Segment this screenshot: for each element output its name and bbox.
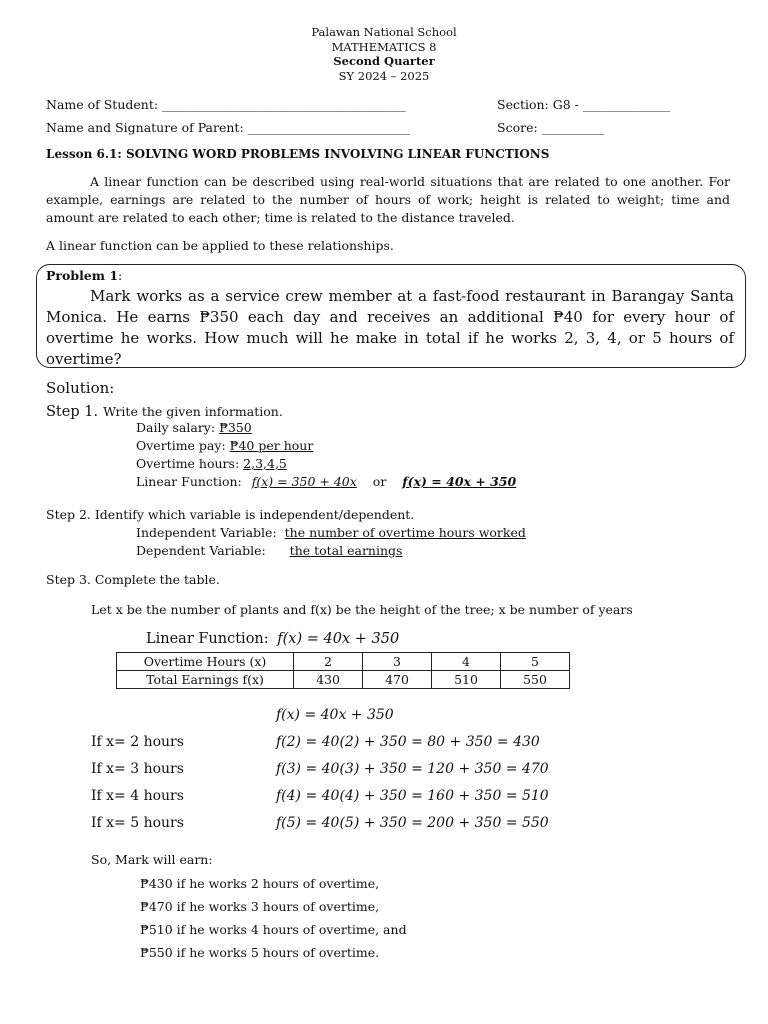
- dependent-variable-label: Dependent Variable:: [136, 543, 266, 558]
- equation-condition: If x= 3 hours: [91, 761, 184, 777]
- equation-row: f(4) = 40(4) + 350 = 160 + 350 = 510: [276, 788, 549, 804]
- conclusion-line: ₱510 if he works 4 hours of overtime, and: [140, 922, 407, 937]
- student-name-label: Name of Student:: [46, 97, 159, 112]
- earnings-table: [116, 652, 570, 689]
- student-name-field[interactable]: [46, 97, 406, 112]
- overtime-hours-label: Overtime hours:: [136, 456, 240, 471]
- or-text: or: [372, 474, 387, 489]
- parent-signature-field[interactable]: [46, 120, 410, 135]
- step1-heading: [46, 401, 283, 420]
- table-function-value: f(x) = 40x + 350: [277, 631, 400, 647]
- intro-paragraph-2: A linear function can be applied to these relationships.: [46, 238, 394, 253]
- equation-main: f(x) = 40x + 350: [276, 707, 394, 723]
- daily-salary-line: [136, 420, 252, 435]
- problem-label: Problem 1: [46, 268, 119, 283]
- step1-text: Write the given information.: [103, 404, 283, 419]
- step1-label: Step 1.: [46, 404, 99, 420]
- equation-row: f(5) = 40(5) + 350 = 200 + 350 = 550: [276, 815, 549, 831]
- linear-function-value-2: f(x) = 40x + 350: [402, 474, 517, 489]
- quarter-title: Second Quarter: [333, 54, 435, 68]
- school-name: Palawan National School: [311, 25, 457, 39]
- student-name-blank: _______________________________________: [162, 97, 406, 112]
- dependent-variable-value: the total earnings: [289, 543, 403, 558]
- table-cell: 2: [294, 653, 363, 671]
- table-cell: 5: [501, 653, 570, 671]
- table-cell: 510: [432, 671, 501, 689]
- independent-variable-value: the number of overtime hours worked: [284, 525, 526, 540]
- independent-variable-line: [136, 525, 526, 540]
- table-cell: 470: [363, 671, 432, 689]
- equation-row: f(2) = 40(2) + 350 = 80 + 350 = 430: [276, 734, 540, 750]
- overtime-hours-line: [136, 456, 287, 471]
- solution-label: Solution:: [46, 379, 115, 397]
- parent-blank: __________________________: [247, 120, 411, 135]
- overtime-pay-label: Overtime pay:: [136, 438, 226, 453]
- independent-variable-label: Independent Variable:: [136, 525, 277, 540]
- step3-note: Let x be the number of plants and f(x) be the height of the tree; x be number of years: [91, 602, 633, 617]
- conclusion-line: ₱430 if he works 2 hours of overtime,: [140, 876, 380, 891]
- table-function-label: Linear Function:: [146, 631, 269, 647]
- table-cell: 430: [294, 671, 363, 689]
- intro-paragraph: A linear function can be described using real-world situations that are related to one another. For example, earnings are related to the number of hours of work; height is related to weight; time and amount are related to each other; time is related to the distance traveled.: [46, 174, 730, 225]
- score-label: Score:: [497, 120, 538, 135]
- step2-heading: Step 2. Identify which variable is independent/dependent.: [46, 507, 415, 522]
- linear-function-line: [136, 474, 516, 489]
- daily-salary-label: Daily salary:: [136, 420, 216, 435]
- subject-title: MATHEMATICS 8: [331, 40, 437, 54]
- score-blank: __________: [541, 120, 605, 135]
- equation-condition: If x= 2 hours: [91, 734, 184, 750]
- table-cell: 550: [501, 671, 570, 689]
- linear-function-label: Linear Function:: [136, 474, 242, 489]
- table-function-line: [146, 631, 399, 647]
- equation-condition: If x= 5 hours: [91, 815, 184, 831]
- problem-heading: [46, 268, 122, 283]
- equation-row: f(3) = 40(3) + 350 = 120 + 350 = 470: [276, 761, 549, 777]
- daily-salary-value: ₱350: [219, 420, 252, 435]
- section-blank: ______________: [582, 97, 671, 112]
- table-row: [117, 653, 570, 671]
- conclusion-intro: So, Mark will earn:: [91, 852, 213, 867]
- table-cell: 3: [363, 653, 432, 671]
- conclusion-line: ₱550 if he works 5 hours of overtime.: [140, 945, 380, 960]
- linear-function-value-1: f(x) = 350 + 40x: [251, 474, 357, 489]
- overtime-pay-value: ₱40 per hour: [229, 438, 314, 453]
- problem-text: Mark works as a service crew member at a fast-food restaurant in Barangay Santa Monica. He earns ₱350 each day and receives an additional ₱40 for every hour of overtime he works. How much will he make in total if he works 2, 3, 4, or 5 hours of overtime?: [46, 287, 734, 368]
- section-field[interactable]: [497, 97, 670, 112]
- parent-label: Name and Signature of Parent:: [46, 120, 244, 135]
- lesson-title: Lesson 6.1: SOLVING WORD PROBLEMS INVOLVING LINEAR FUNCTIONS: [46, 147, 550, 161]
- section-label: Section: G8 -: [497, 97, 579, 112]
- score-field[interactable]: [497, 120, 604, 135]
- conclusion-line: ₱470 if he works 3 hours of overtime,: [140, 899, 380, 914]
- step3-heading: Step 3. Complete the table.: [46, 572, 220, 587]
- overtime-pay-line: [136, 438, 313, 453]
- overtime-hours-value: 2,3,4,5: [243, 456, 287, 471]
- problem-colon: :: [118, 268, 123, 283]
- equation-condition: If x= 4 hours: [91, 788, 184, 804]
- dependent-variable-line: [136, 543, 402, 558]
- table-header-cell: Total Earnings f(x): [117, 671, 294, 689]
- table-cell: 4: [432, 653, 501, 671]
- school-year: SY 2024 – 2025: [338, 69, 430, 83]
- table-header-cell: Overtime Hours (x): [117, 653, 294, 671]
- table-row: [117, 671, 570, 689]
